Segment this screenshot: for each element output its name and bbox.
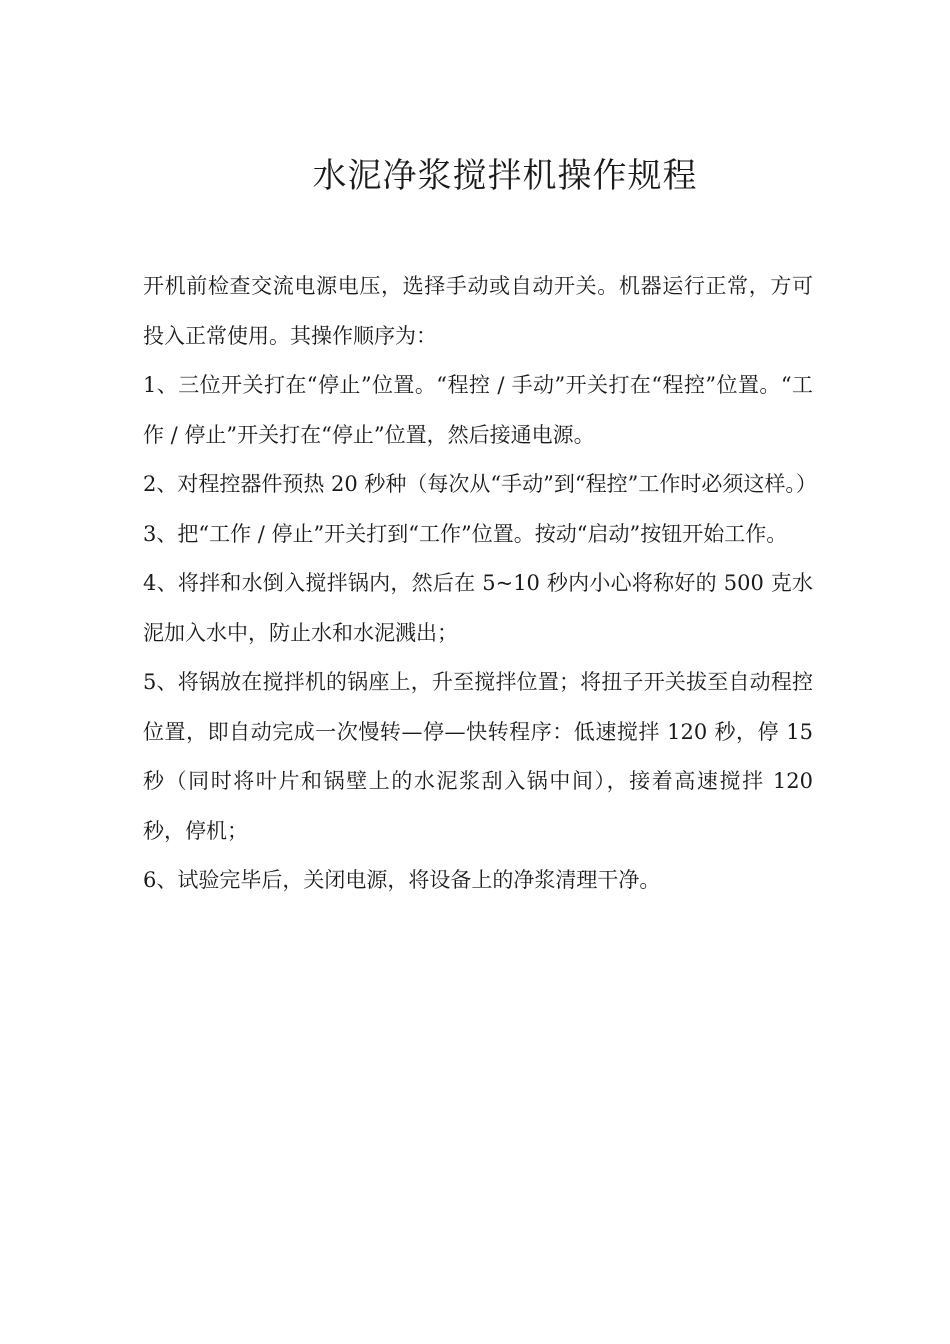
step-3-paragraph: 3、把“工作 / 停止”开关打到“工作”位置。按动“启动”按钮开始工作。 bbox=[143, 521, 788, 546]
step-1-paragraph: 1、三位开关打在“停止”位置。“程控 / 手动”开关打在“程控”位置。“工作 / 停止”开关打在“停止”位置，然后接通电源。 bbox=[143, 373, 813, 447]
document-body bbox=[143, 262, 817, 906]
step-5-paragraph: 5、将锅放在搅拌机的锅座上，升至搅拌位置；将扭子开关拔至自动程控位置，即自动完成一次慢转—停—快转程序：低速搅拌 120 秒，停 15 秒（同时将叶片和锅壁上的水泥浆刮入锅中间），接着高速搅拌 120 秒，停机； bbox=[143, 670, 813, 843]
intro-paragraph: 开机前检查交流电源电压，选择手动或自动开关。机器运行正常，方可投入正常使用。其操作顺序为： bbox=[143, 274, 813, 348]
step-2-paragraph: 2、对程控器件预热 20 秒种（每次从“手动”到“程控”工作时必须这样。） bbox=[143, 472, 817, 496]
document-title: 水泥净浆搅拌机操作规程 bbox=[312, 156, 698, 196]
step-6-paragraph: 6、试验完毕后，关闭电源，将设备上的净浆清理干净。 bbox=[143, 868, 661, 892]
step-4-paragraph: 4、将拌和水倒入搅拌锅内，然后在 5~10 秒内小心将称好的 500 克水泥加入水中，防止水和水泥溅出； bbox=[143, 571, 813, 645]
